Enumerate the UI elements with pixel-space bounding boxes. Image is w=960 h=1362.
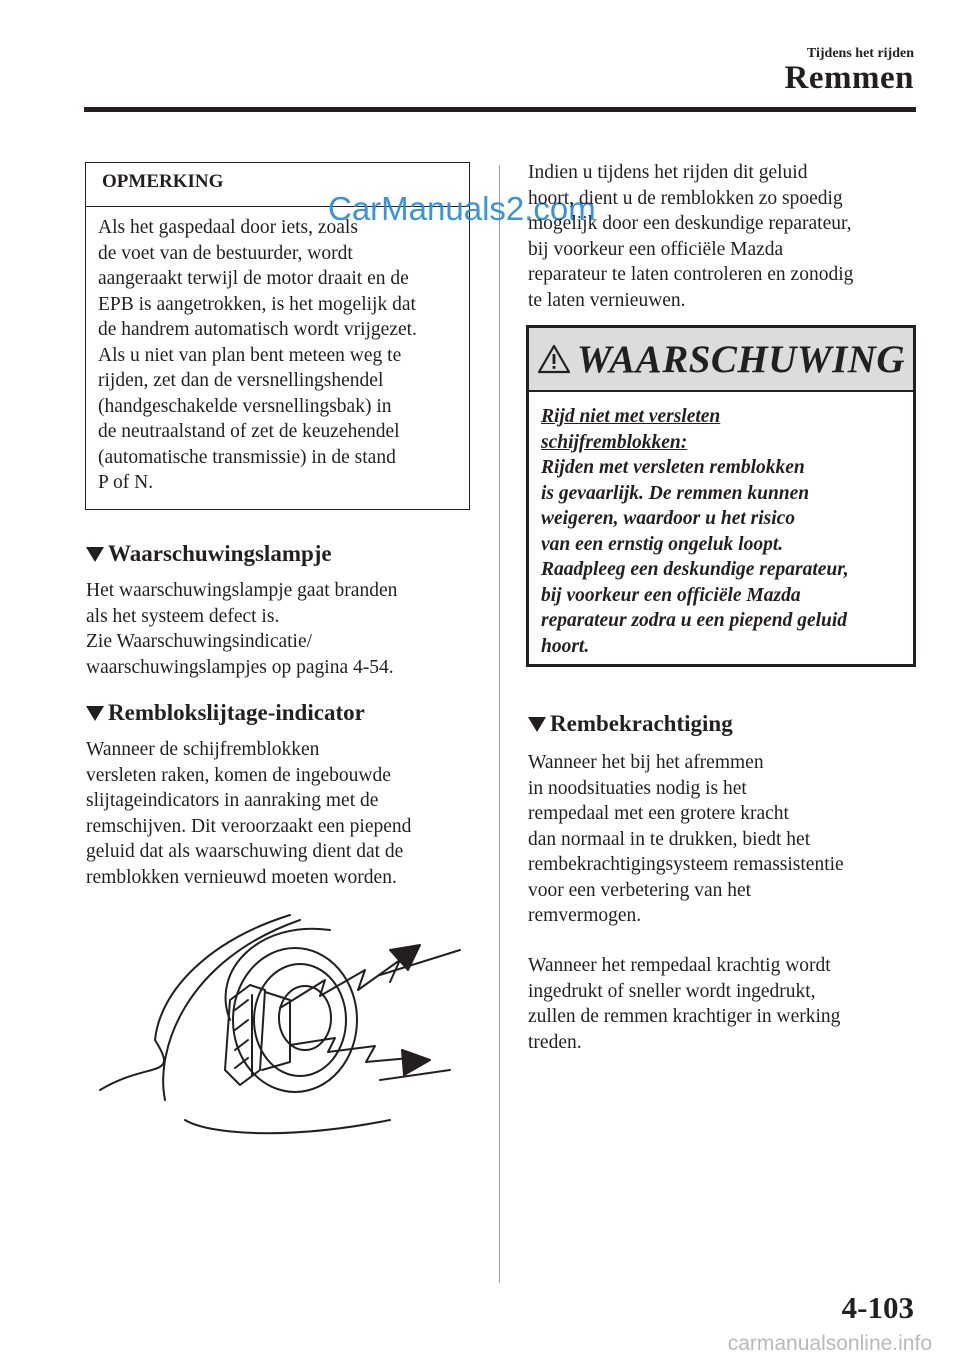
note-line: (automatische transmissie) in de stand <box>98 446 396 468</box>
text-line: Indien u tijdens het rijden dit geluid <box>528 162 808 183</box>
warning-line: is gevaarlijk. De remmen kunnen <box>541 482 810 504</box>
warning-header <box>529 328 913 392</box>
text-line: als het systeem defect is. <box>86 605 280 627</box>
text-line: te laten vernieuwen. <box>528 289 686 311</box>
section-title: Tijdens het rijden <box>806 46 914 61</box>
text-line: Wanneer het rempedaal krachtig wordt <box>528 955 831 976</box>
text-line: Wanneer de schijfremblokken <box>86 739 320 760</box>
section-marker-icon <box>86 547 104 562</box>
warning-subtitle-line: Rijd niet met versleten <box>541 406 721 427</box>
warning-triangle-icon <box>537 344 571 374</box>
warning-text <box>541 404 911 659</box>
text-line: bij voorkeur een officiële Mazda <box>528 238 784 260</box>
text-line: voor een verbetering van het <box>528 879 752 901</box>
note-line: P of N. <box>98 472 154 493</box>
watermark-link[interactable]: CarManuals2.com <box>328 190 596 227</box>
note-title: OPMERKING <box>102 171 224 192</box>
text-line: remblokken vernieuwd moeten worden. <box>86 866 397 888</box>
text-line: reparateur te laten controleren en zonodig <box>528 264 854 285</box>
text-line: remschijven. Dit veroorzaakt een piepend <box>86 815 412 837</box>
note-line: (handgeschakelde versnellingsbak) in <box>98 395 392 417</box>
page-number: 4-103 <box>841 1290 914 1325</box>
section-marker-icon <box>86 706 104 721</box>
note-line: Als het gaspedaal door iets, zoals <box>98 217 358 238</box>
header-rule <box>84 107 916 112</box>
text-line: dan normaal in te drukken, biedt het <box>528 828 811 850</box>
note-text <box>98 215 470 496</box>
note-line: aangeraakt terwijl de motor draait en de <box>98 268 409 289</box>
note-line: EPB is aangetrokken, is het mogelijk dat <box>98 293 416 315</box>
text-line: hoort, dient u de remblokken zo spoedig <box>528 187 843 209</box>
note-line: de neutraalstand of zet de keuzehendel <box>98 421 400 442</box>
warning-title: WAARSCHUWING <box>576 337 906 381</box>
column-divider <box>499 165 500 1283</box>
warning-box <box>526 325 916 667</box>
text-line: treden. <box>528 1031 582 1053</box>
brake-assist-paragraph-1 <box>528 750 918 929</box>
warning-line: weigeren, waardoor u het risico <box>541 508 796 529</box>
text-line: in noodsituaties nodig is het <box>528 777 747 799</box>
heading-text: Rembekrachtiging <box>550 711 733 736</box>
site-watermark: carmanualsonline.info <box>727 1332 932 1355</box>
text-line: rempedaal met een grotere kracht <box>528 803 789 824</box>
warning-subtitle-line: schijfremblokken: <box>541 431 688 453</box>
text-line: Zie Waarschuwingsindicatie/ <box>86 631 313 652</box>
note-line: de handrem automatisch wordt vrijgezet. <box>98 319 417 340</box>
text-line: Het waarschuwingslampje gaat branden <box>86 580 398 601</box>
note-line: Als u niet van plan bent meteen weg te <box>98 344 402 366</box>
text-line: versleten raken, komen de ingebouwde <box>86 764 391 786</box>
text-line: Wanneer het bij het afremmen <box>528 752 764 773</box>
heading-pad-wear-indicator <box>86 700 365 726</box>
brake-assist-paragraph-2 <box>528 953 918 1055</box>
pad-wear-text <box>86 737 486 890</box>
text-line: remvermogen. <box>528 905 642 926</box>
chapter-title: Remmen <box>784 60 914 96</box>
warning-line: reparateur zodra u een piepend geluid <box>541 610 848 631</box>
warning-line: bij voorkeur een officiële Mazda <box>541 584 801 606</box>
warning-lamp-text <box>86 578 486 680</box>
warning-line: hoort. <box>541 635 590 657</box>
pad-replacement-text <box>528 160 918 313</box>
heading-brake-assist <box>528 711 733 737</box>
warning-line: Rijden met versleten remblokken <box>541 457 805 478</box>
heading-warning-lamp <box>86 541 332 567</box>
heading-text: Waarschuwingslampje <box>108 541 332 566</box>
text-line: zullen de remmen krachtiger in werking <box>528 1006 841 1027</box>
note-line: de voet van de bestuurder, wordt <box>98 242 353 264</box>
warning-line: van een ernstig ongeluk loopt. <box>541 533 784 555</box>
text-line: mogelijk door een deskundige reparateur, <box>528 213 852 234</box>
text-line: slijtageindicators in aanraking met de <box>86 790 379 811</box>
text-line: rembekrachtigingsysteem remassistentie <box>528 854 844 875</box>
section-marker-icon <box>528 717 546 732</box>
text-line: ingedrukt of sneller wordt ingedrukt, <box>528 980 816 1002</box>
warning-line: Raadpleeg een deskundige reparateur, <box>541 559 849 580</box>
note-line: rijden, zet dan de versnellingshendel <box>98 370 384 391</box>
brake-disc-illustration <box>90 900 470 1150</box>
text-line: waarschuwingslampjes op pagina 4-54. <box>86 656 394 678</box>
text-line: geluid dat als waarschuwing dient dat de <box>86 841 404 862</box>
heading-text: Remblokslijtage-indicator <box>108 700 365 725</box>
